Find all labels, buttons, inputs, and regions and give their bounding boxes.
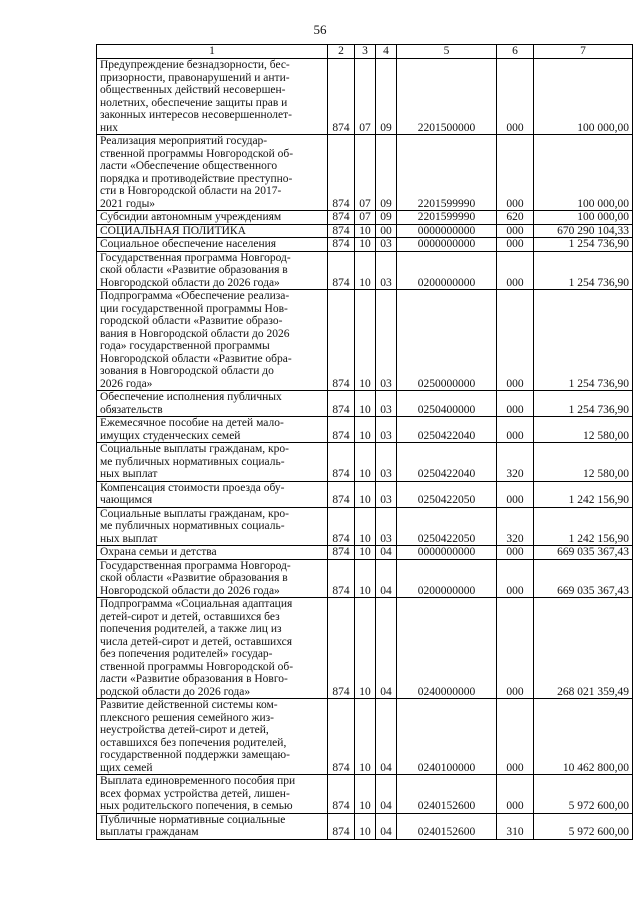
table-body [97, 59, 633, 840]
row-name-cell: Реализация мероприятий государ- ственной программы Новгородской об- ласти «Обеспечение общественного порядка и противодействие преступно- сти в Новгородской области на 2017- 2021 годы» [97, 135, 328, 211]
table-row [97, 251, 633, 290]
row-amount-cell: 12 580,00 [534, 443, 633, 482]
row-target-cell: 0250422040 [397, 443, 497, 482]
table-row [97, 391, 633, 417]
row-target-cell: 0200000000 [397, 559, 497, 598]
row-code-cell: 874 [328, 251, 355, 290]
row-target-cell: 0240152600 [397, 775, 497, 814]
row-name-cell: Социальные выплаты гражданам, кро- ме публичных нормативных социаль- ных выплат [97, 443, 328, 482]
table-row [97, 443, 633, 482]
row-code-cell: 874 [328, 775, 355, 814]
row-section-cell: 10 [355, 417, 376, 443]
row-code-cell: 874 [328, 211, 355, 225]
row-name-cell: Публичные нормативные социальные выплаты гражданам [97, 813, 328, 839]
row-code-cell: 874 [328, 598, 355, 699]
row-name-cell: Социальное обеспечение населения [97, 238, 328, 252]
budget-table [96, 44, 633, 840]
table-row [97, 507, 633, 546]
row-section-cell: 07 [355, 59, 376, 135]
row-target-cell: 0250422050 [397, 507, 497, 546]
table-row [97, 290, 633, 391]
row-name-cell: Подпрограмма «Социальная адаптация детей-сирот и детей, оставшихся без попечения родителей, а также лиц из числа детей-сирот и детей, оставшихся без попечения родителей» государ- ственной программы Новгородской об- ласти «Развитие образования в Новго- родской области до 2026 года» [97, 598, 328, 699]
row-target-cell: 2201599990 [397, 135, 497, 211]
table-row [97, 59, 633, 135]
row-section-cell: 10 [355, 224, 376, 238]
row-section-cell: 10 [355, 443, 376, 482]
table-row [97, 699, 633, 775]
row-amount-cell: 670 290 104,33 [534, 224, 633, 238]
row-subsection-cell: 03 [376, 251, 397, 290]
row-amount-cell: 10 462 800,00 [534, 699, 633, 775]
row-subsection-cell: 04 [376, 813, 397, 839]
row-subsection-cell: 03 [376, 443, 397, 482]
row-code-cell: 874 [328, 507, 355, 546]
row-code-cell: 874 [328, 443, 355, 482]
row-section-cell: 10 [355, 481, 376, 507]
row-amount-cell: 12 580,00 [534, 417, 633, 443]
row-subsection-cell: 03 [376, 481, 397, 507]
row-subsection-cell: 03 [376, 417, 397, 443]
row-amount-cell: 1 254 736,90 [534, 251, 633, 290]
row-code-cell: 874 [328, 699, 355, 775]
row-code-cell: 874 [328, 224, 355, 238]
row-amount-cell: 100 000,00 [534, 135, 633, 211]
row-kind-cell: 000 [497, 546, 534, 560]
table-header-row [97, 45, 633, 59]
row-section-cell: 10 [355, 559, 376, 598]
row-amount-cell: 100 000,00 [534, 211, 633, 225]
row-kind-cell: 000 [497, 290, 534, 391]
row-kind-cell: 320 [497, 443, 534, 482]
row-kind-cell: 000 [497, 775, 534, 814]
row-name-cell: Компенсация стоимости проезда обу- чающимся [97, 481, 328, 507]
row-name-cell: Выплата единовременного пособия при всех формах устройства детей, лишен- ных родительского попечения, в семью [97, 775, 328, 814]
row-section-cell: 10 [355, 598, 376, 699]
page-number: 56 [313, 22, 327, 37]
row-amount-cell: 268 021 359,49 [534, 598, 633, 699]
row-target-cell: 0000000000 [397, 224, 497, 238]
row-kind-cell: 000 [497, 417, 534, 443]
row-target-cell: 0250400000 [397, 391, 497, 417]
row-name-cell: Социальные выплаты гражданам, кро- ме публичных нормативных социаль- ных выплат [97, 507, 328, 546]
row-target-cell: 2201599990 [397, 211, 497, 225]
row-name-cell: Ежемесячное пособие на детей мало- имущих студенческих семей [97, 417, 328, 443]
table-row [97, 211, 633, 225]
row-kind-cell: 000 [497, 59, 534, 135]
header-col-4: 4 [376, 45, 397, 59]
header-col-6: 6 [497, 45, 534, 59]
row-target-cell: 0000000000 [397, 546, 497, 560]
row-code-cell: 874 [328, 391, 355, 417]
row-amount-cell: 669 035 367,43 [534, 546, 633, 560]
row-section-cell: 10 [355, 775, 376, 814]
row-section-cell: 10 [355, 699, 376, 775]
table-row [97, 417, 633, 443]
row-kind-cell: 320 [497, 507, 534, 546]
row-section-cell: 10 [355, 290, 376, 391]
row-amount-cell: 1 254 736,90 [534, 238, 633, 252]
header-col-5: 5 [397, 45, 497, 59]
row-kind-cell: 000 [497, 598, 534, 699]
row-code-cell: 874 [328, 546, 355, 560]
row-code-cell: 874 [328, 481, 355, 507]
row-section-cell: 07 [355, 211, 376, 225]
row-section-cell: 10 [355, 813, 376, 839]
row-name-cell: Субсидии автономным учреждениям [97, 211, 328, 225]
row-section-cell: 07 [355, 135, 376, 211]
row-target-cell: 0250000000 [397, 290, 497, 391]
row-subsection-cell: 04 [376, 598, 397, 699]
row-target-cell: 0200000000 [397, 251, 497, 290]
row-code-cell: 874 [328, 559, 355, 598]
row-amount-cell: 1 242 156,90 [534, 507, 633, 546]
row-code-cell: 874 [328, 238, 355, 252]
row-subsection-cell: 09 [376, 59, 397, 135]
row-kind-cell: 000 [497, 251, 534, 290]
row-name-cell: Развитие действенной системы ком- плексного решения семейного жиз- неустройства детей-сирот и детей, оставшихся без попечения родителей, государственной поддержки замещаю- щих семей [97, 699, 328, 775]
row-code-cell: 874 [328, 135, 355, 211]
row-name-cell: Предупреждение безнадзорности, бес- призорности, правонарушений и анти- общественных действий несовершен- нолетних, обеспечение защиты прав и законных интересов несовершеннолет- них [97, 59, 328, 135]
row-kind-cell: 000 [497, 224, 534, 238]
row-subsection-cell: 09 [376, 211, 397, 225]
table-row [97, 559, 633, 598]
row-code-cell: 874 [328, 813, 355, 839]
table-row [97, 775, 633, 814]
row-name-cell: СОЦИАЛЬНАЯ ПОЛИТИКА [97, 224, 328, 238]
row-code-cell: 874 [328, 290, 355, 391]
row-amount-cell: 100 000,00 [534, 59, 633, 135]
table-row [97, 224, 633, 238]
row-name-cell: Обеспечение исполнения публичных обязательств [97, 391, 328, 417]
row-target-cell: 0250422040 [397, 417, 497, 443]
row-subsection-cell: 03 [376, 507, 397, 546]
row-kind-cell: 000 [497, 699, 534, 775]
table-row [97, 135, 633, 211]
row-section-cell: 10 [355, 546, 376, 560]
row-kind-cell: 310 [497, 813, 534, 839]
table-row [97, 238, 633, 252]
row-target-cell: 0240100000 [397, 699, 497, 775]
row-subsection-cell: 04 [376, 546, 397, 560]
row-target-cell: 0250422050 [397, 481, 497, 507]
row-kind-cell: 000 [497, 135, 534, 211]
row-name-cell: Охрана семьи и детства [97, 546, 328, 560]
row-subsection-cell: 04 [376, 699, 397, 775]
row-kind-cell: 000 [497, 559, 534, 598]
row-kind-cell: 000 [497, 481, 534, 507]
row-amount-cell: 1 254 736,90 [534, 391, 633, 417]
row-target-cell: 2201500000 [397, 59, 497, 135]
row-amount-cell: 1 254 736,90 [534, 290, 633, 391]
row-section-cell: 10 [355, 238, 376, 252]
row-name-cell: Государственная программа Новгород- ской области «Развитие образования в Новгородской области до 2026 года» [97, 559, 328, 598]
row-name-cell: Подпрограмма «Обеспечение реализа- ции государственной программы Нов- городской области «Развитие образо- вания в Новгородской области до 2026 года» государственной программы Новгородской области «Развитие обра- зования в Новгородской области до 2026 года» [97, 290, 328, 391]
row-section-cell: 10 [355, 391, 376, 417]
table-row [97, 546, 633, 560]
row-name-cell: Государственная программа Новгород- ской области «Развитие образования в Новгородской области до 2026 года» [97, 251, 328, 290]
header-col-3: 3 [355, 45, 376, 59]
row-code-cell: 874 [328, 59, 355, 135]
row-amount-cell: 5 972 600,00 [534, 775, 633, 814]
row-subsection-cell: 04 [376, 559, 397, 598]
row-section-cell: 10 [355, 251, 376, 290]
row-target-cell: 0240000000 [397, 598, 497, 699]
row-kind-cell: 620 [497, 211, 534, 225]
row-subsection-cell: 00 [376, 224, 397, 238]
table-row [97, 813, 633, 839]
row-amount-cell: 669 035 367,43 [534, 559, 633, 598]
header-col-7: 7 [534, 45, 633, 59]
table-row [97, 481, 633, 507]
row-amount-cell: 5 972 600,00 [534, 813, 633, 839]
row-kind-cell: 000 [497, 238, 534, 252]
row-section-cell: 10 [355, 507, 376, 546]
row-target-cell: 0240152600 [397, 813, 497, 839]
row-subsection-cell: 04 [376, 775, 397, 814]
row-code-cell: 874 [328, 417, 355, 443]
row-subsection-cell: 09 [376, 135, 397, 211]
row-subsection-cell: 03 [376, 238, 397, 252]
table-row [97, 598, 633, 699]
row-kind-cell: 000 [497, 391, 534, 417]
row-subsection-cell: 03 [376, 290, 397, 391]
header-col-2: 2 [328, 45, 355, 59]
row-amount-cell: 1 242 156,90 [534, 481, 633, 507]
header-col-1: 1 [97, 45, 328, 59]
row-subsection-cell: 03 [376, 391, 397, 417]
row-target-cell: 0000000000 [397, 238, 497, 252]
